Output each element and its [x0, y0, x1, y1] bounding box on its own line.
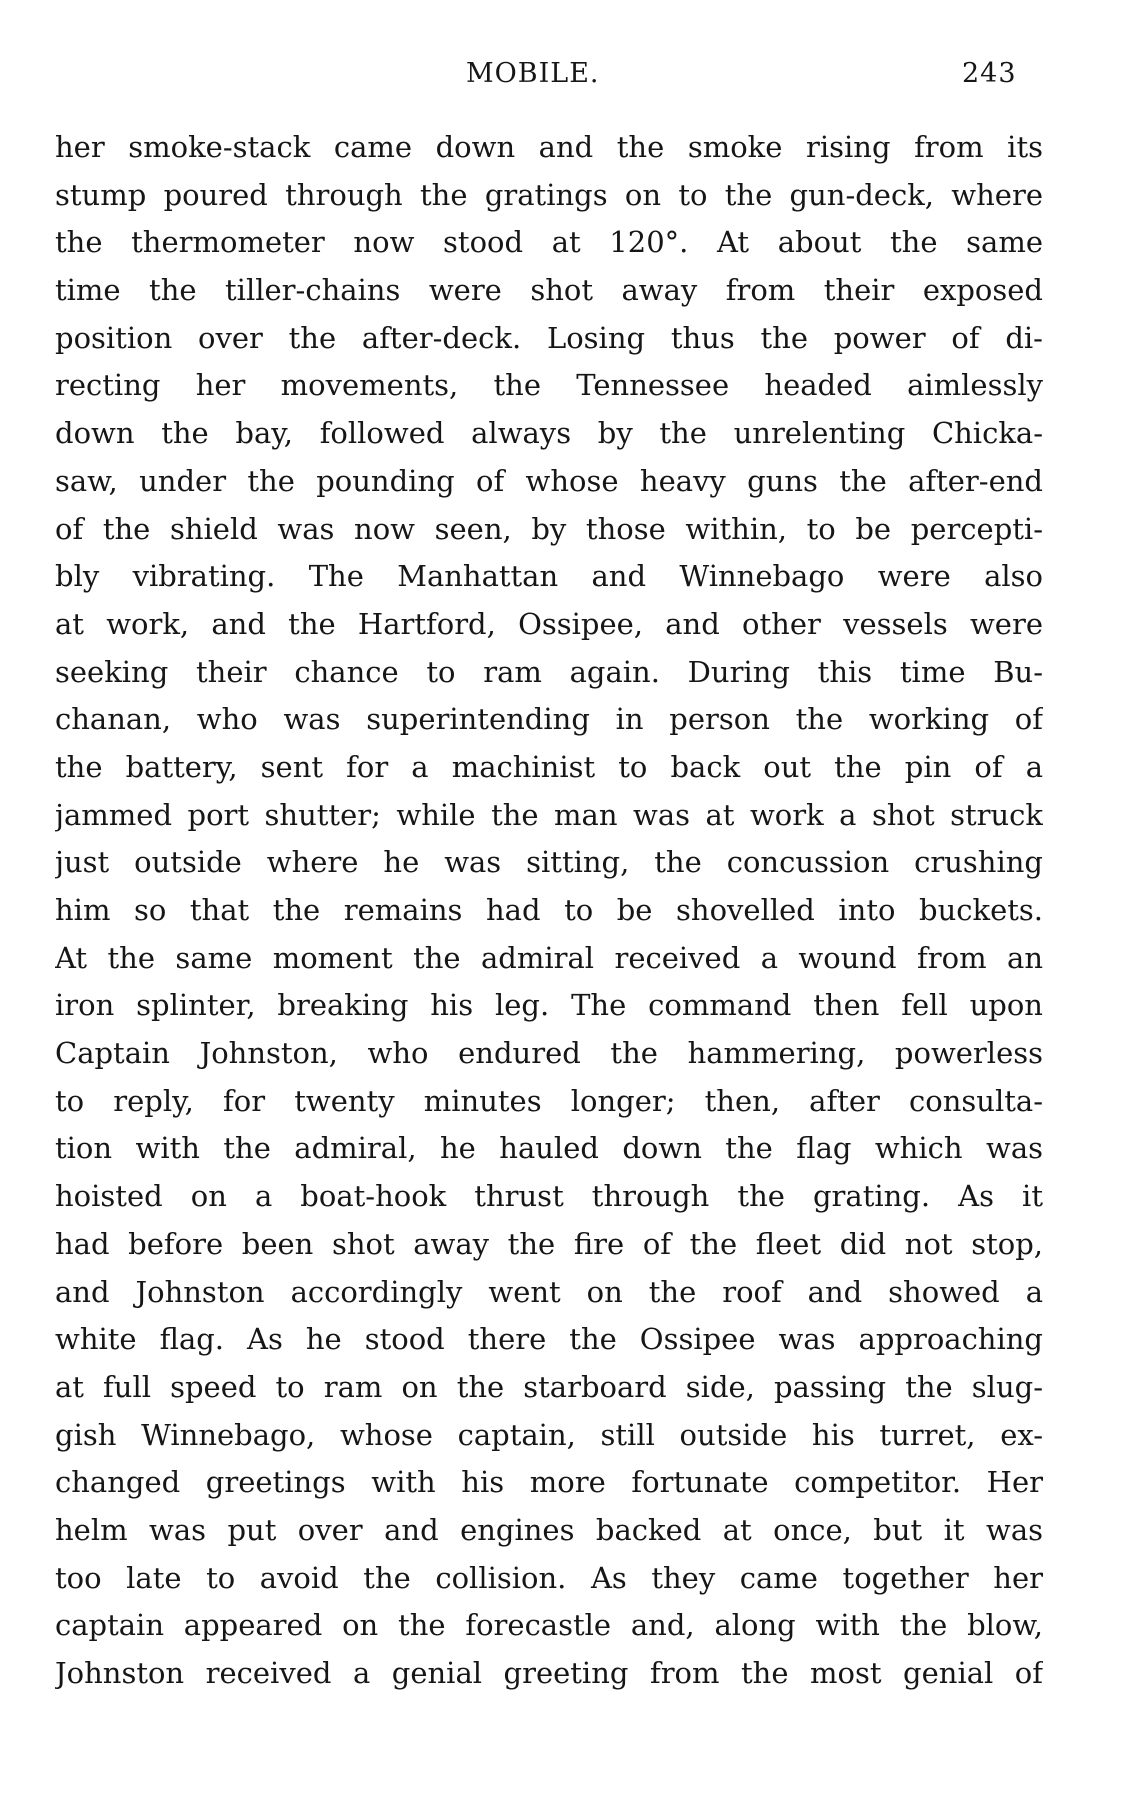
text-line: stump poured through the gratings on to the gun-deck, where [55, 177, 1043, 212]
text-line: hoisted on a boat-hook thrust through the grating. As it [55, 1179, 1043, 1214]
text-line: seeking their chance to ram again. During this time Bu- [55, 654, 1043, 689]
text-line: bly vibrating. The Manhattan and Winnebago were also [55, 559, 1043, 594]
text-line: down the bay, followed always by the unrelenting Chicka- [55, 416, 1043, 451]
text-line: Johnston received a genial greeting from the most genial of [55, 1656, 1043, 1690]
text-line: of the shield was now seen, by those within, to be percepti- [55, 511, 1043, 546]
text-line: had before been shot away the fire of the fleet did not stop, [55, 1226, 1043, 1261]
text-line: her smoke-stack came down and the smoke rising from its [55, 130, 1043, 164]
text-line: recting her movements, the Tennessee headed aimlessly [55, 368, 1043, 403]
body-text [55, 124, 1043, 1698]
text-line: saw, under the pounding of whose heavy guns the after-end [55, 463, 1043, 498]
text-line: at work, and the Hartford, Ossipee, and other vessels were [55, 606, 1043, 641]
text-line: to reply, for twenty minutes longer; then, after consulta- [55, 1083, 1043, 1118]
text-line: time the tiller-chains were shot away from their exposed [55, 273, 1043, 308]
text-line: jammed port shutter; while the man was at work a shot struck [55, 797, 1043, 832]
text-line: captain appeared on the forecastle and, along with the blow, [55, 1608, 1043, 1643]
running-head [0, 58, 1127, 98]
text-line: just outside where he was sitting, the concussion crushing [55, 845, 1043, 880]
text-line: too late to avoid the collision. As they came together her [55, 1560, 1043, 1595]
page-number: 243 [962, 58, 1017, 89]
text-line: changed greetings with his more fortunate competitor. Her [55, 1465, 1043, 1500]
text-line: the thermometer now stood at 120°. At about the same [55, 225, 1043, 260]
text-line: chanan, who was superintending in person the working of [55, 702, 1043, 737]
text-line: him so that the remains had to be shovelled into buckets. [55, 893, 1043, 927]
text-line: white flag. As he stood there the Ossipee was approaching [55, 1322, 1043, 1357]
text-line: and Johnston accordingly went on the roof and showed a [55, 1274, 1043, 1309]
text-line: Captain Johnston, who endured the hammering, powerless [55, 1036, 1043, 1071]
text-line: At the same moment the admiral received a wound from an [55, 940, 1043, 975]
running-title: MOBILE. [466, 58, 600, 89]
text-line: helm was put over and engines backed at once, but it was [55, 1512, 1043, 1547]
text-line: position over the after-deck. Losing thus the power of di- [55, 320, 1043, 355]
text-line: at full speed to ram on the starboard side, passing the slug- [55, 1369, 1043, 1404]
text-line: the battery, sent for a machinist to back out the pin of a [55, 749, 1043, 784]
text-line: iron splinter, breaking his leg. The command then fell upon [55, 988, 1043, 1023]
text-line: tion with the admiral, he hauled down the flag which was [55, 1131, 1043, 1166]
text-line: gish Winnebago, whose captain, still outside his turret, ex- [55, 1417, 1043, 1452]
